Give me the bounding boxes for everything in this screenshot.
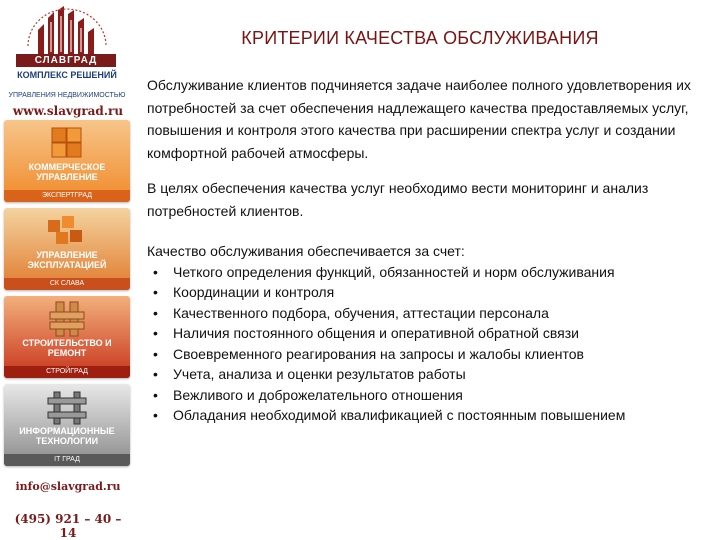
email-link[interactable]: info@slavgrad.ru xyxy=(15,480,121,493)
tile-operations-management[interactable] xyxy=(4,208,130,290)
list-lead: Качество обслуживания обеспечивается за счет: xyxy=(147,243,465,259)
website-link[interactable]: www.slavgrad.ru xyxy=(12,104,124,118)
tile-caption: КОММЕРЧЕСКОЕ УПРАВЛЕНИЕ xyxy=(28,162,106,182)
tile-construction-repair[interactable] xyxy=(4,296,130,378)
page-title: КРИТЕРИИ КАЧЕСТВА ОБСЛУЖИВАНИЯ xyxy=(241,28,599,48)
tech-knot-icon xyxy=(4,386,130,430)
list-item: • Координации и контроля xyxy=(147,282,707,303)
tile-footer: СТРОЙГРАД xyxy=(4,366,130,378)
tile-commercial-management[interactable] xyxy=(4,120,130,202)
slide-content xyxy=(147,74,707,426)
tile-caption: ИНФОРМАЦИОННЫЕ ТЕХНОЛОГИИ xyxy=(19,426,115,446)
complex-subtitle: УПРАВЛЕНИЯ НЕДВИЖИМОСТЬЮ xyxy=(8,92,126,99)
tile-caption: УПРАВЛЕНИЕ ЭКСПЛУАТАЦИЕЙ xyxy=(27,250,107,270)
wooden-knot-icon xyxy=(4,298,130,342)
list-item: • Своевременного реагирования на запросы и жалобы клиентов xyxy=(147,344,707,365)
tile-footer: IT ГРАД xyxy=(4,454,130,466)
cube-puzzle-icon xyxy=(4,122,130,166)
phone-number: (495) 921 – 40 – 14 xyxy=(14,512,122,540)
sidebar xyxy=(0,0,134,540)
list-item: • Качественного подбора, обучения, аттестации персонала xyxy=(147,303,707,324)
tile-footer: ЭКСПЕРТГРАД xyxy=(4,190,130,202)
list-item: • Вежливого и доброжелательного отношения xyxy=(147,385,707,406)
paragraph-monitoring: В целях обеспечения качества услуг необходимо вести мониторинг и анализ потребностей клиентов. xyxy=(147,180,649,219)
quality-factors-list xyxy=(147,262,707,426)
list-item: • Обладания необходимой квалификацией с постоянным повышением xyxy=(147,405,707,426)
puzzle-pieces-icon xyxy=(4,210,130,254)
tile-information-technology[interactable] xyxy=(4,384,130,466)
list-item: • Наличия постоянного общения и оперативной обратной связи xyxy=(147,323,707,344)
paragraph-service-goal: Обслуживание клиентов подчиняется задаче наиболее полного удовлетворения их потребностей за счет обеспечения надлежащего качества предоставляемых услуг, повышения и контроля этого качества при расширении спектра услуг и создании комфортной рабочей атмосферы. xyxy=(147,77,691,161)
list-item: • Учета, анализа и оценки результатов работы xyxy=(147,364,707,385)
tile-footer: СК СЛАВА xyxy=(4,278,130,290)
list-item: • Четкого определения функций, обязанностей и норм обслуживания xyxy=(147,262,707,283)
logo-wordmark: СЛАВГРАД xyxy=(16,54,116,67)
tile-caption: СТРОИТЕЛЬСТВО И РЕМОНТ xyxy=(22,338,112,358)
complex-title: КОМПЛЕКС РЕШЕНИЙ xyxy=(17,70,117,80)
